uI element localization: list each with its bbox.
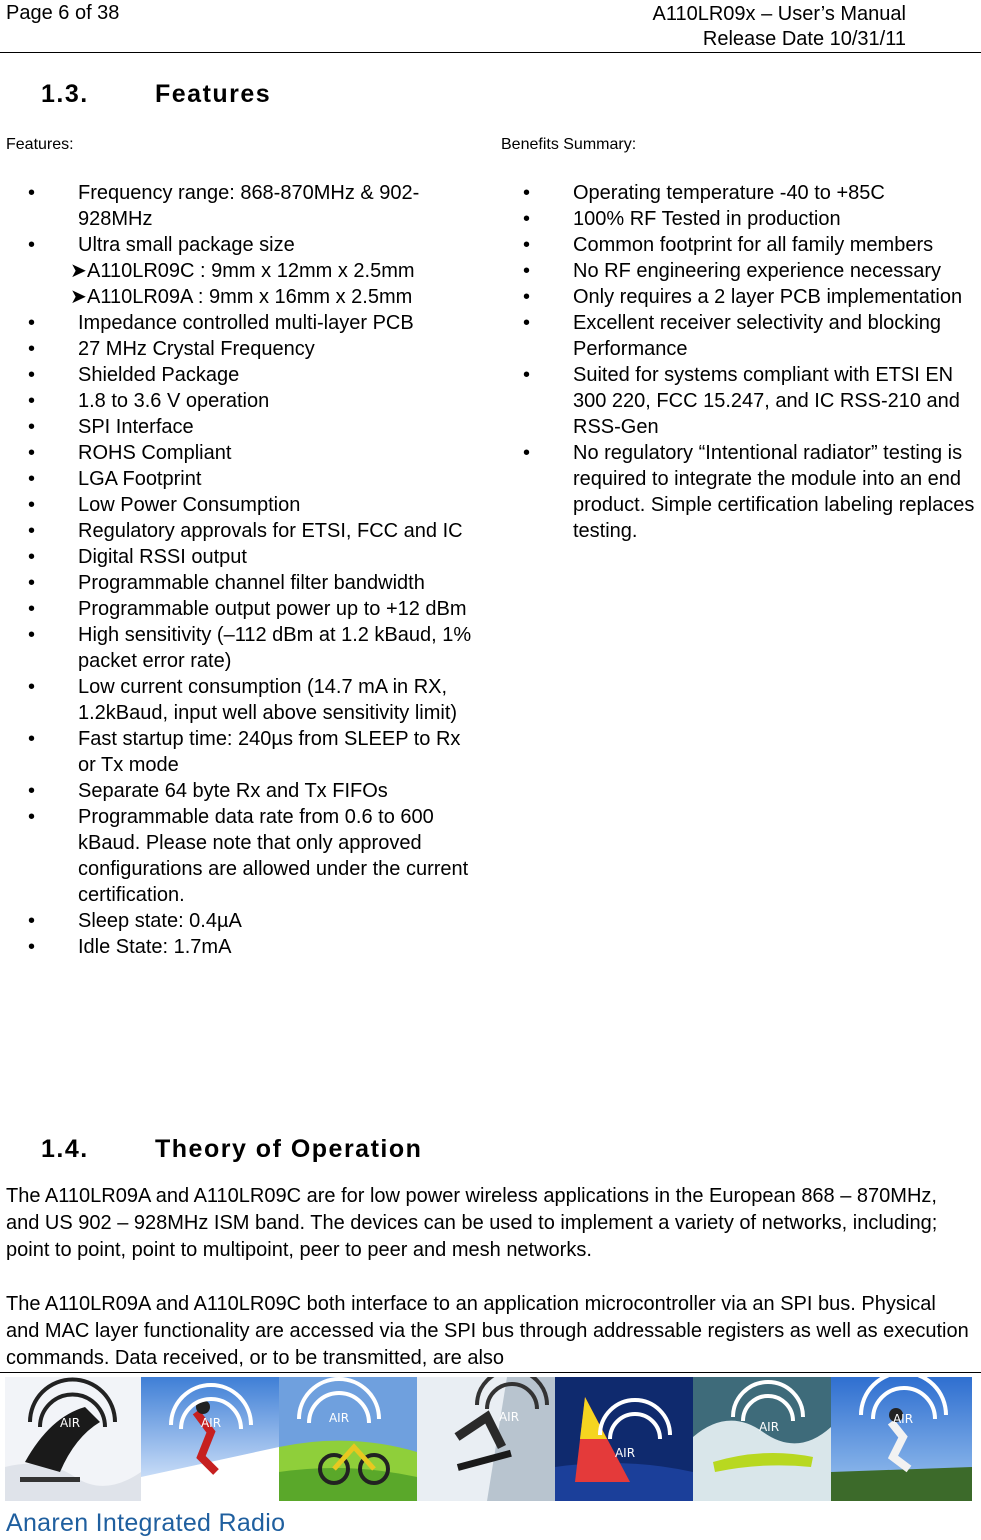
arrow-bullet-icon: ➤: [70, 260, 87, 282]
header-divider: [0, 52, 981, 53]
section-number: 1.4.: [41, 1135, 89, 1163]
benefits-heading: Benefits Summary:: [501, 136, 637, 153]
list-item: • 1.8 to 3.6 V operation: [6, 388, 478, 414]
air-logo-text: AIR: [200, 1416, 222, 1430]
theory-paragraph-2: The A110LR09A and A110LR09C both interface to an application microcontroller via an SPI bus. Physical and MAC layer functionality are accessed via the SPI bus through addressable registers as well as execution commands. Data received, or to be transmitted, are also: [6, 1293, 969, 1369]
list-item: • Separate 64 byte Rx and Tx FIFOs: [6, 778, 478, 804]
list-item: • Programmable channel filter bandwidth: [6, 570, 478, 596]
section-heading-features: [41, 80, 271, 109]
list-item: • Impedance controlled multi-layer PCB: [6, 310, 478, 336]
list-subitem: ➤A110LR09A : 9mm x 16mm x 2.5mm: [70, 286, 413, 308]
list-item: • Low current consumption (14.7 mA in RX, 1.2kBaud, input well above sensitivity limit): [6, 674, 478, 726]
list-item: • High sensitivity (–112 dBm at 1.2 kBaud, 1% packet error rate): [6, 622, 478, 674]
banner-image-windsurfer: [555, 1377, 693, 1501]
page-number: Page 6 of 38: [6, 2, 120, 24]
list-item: • 27 MHz Crystal Frequency: [6, 336, 478, 362]
list-item: • Operating temperature -40 to +85C: [501, 180, 977, 206]
air-logo-text: AIR: [892, 1412, 914, 1426]
list-item: • Suited for systems compliant with ETSI EN 300 220, FCC 15.247, and IC RSS-210 and RSS-Gen: [501, 362, 977, 440]
list-item: • ROHS Compliant: [6, 440, 478, 466]
list-item: • Idle State: 1.7mA: [6, 934, 478, 960]
theory-paragraph-1: The A110LR09A and A110LR09C are for low power wireless applications in the European 868 – 870MHz, and US 902 – 928MHz ISM band. The devices can be used to implement a variety of networks, including; point to point, point to multipoint, peer to peer and mesh networks.: [6, 1185, 938, 1261]
banner-image-kayaker: [693, 1377, 831, 1501]
document-title: A110LR09x – User’s Manual: [652, 3, 906, 25]
banner-image-skateboarder: [5, 1377, 141, 1501]
list-item: • Excellent receiver selectivity and blocking Performance: [501, 310, 977, 362]
air-logo-text: AIR: [758, 1420, 780, 1434]
air-logo-text: AIR: [328, 1411, 350, 1425]
list-item: • Shielded Package: [6, 362, 478, 388]
list-item: • Common footprint for all family members: [501, 232, 977, 258]
banner-image-snowboarder: [417, 1377, 555, 1501]
list-item: • Sleep state: 0.4µA: [6, 908, 478, 934]
list-item: • Programmable output power up to +12 dBm: [6, 596, 478, 622]
list-subitem: ➤A110LR09C : 9mm x 12mm x 2.5mm: [70, 260, 415, 282]
features-heading: Features:: [6, 136, 74, 153]
features-list: [6, 180, 478, 960]
air-logo-text: AIR: [59, 1416, 81, 1430]
list-item: • Frequency range: 868-870MHz & 902-928MHz: [6, 180, 478, 232]
list-item: • 100% RF Tested in production: [501, 206, 977, 232]
brand-name: Anaren Integrated Radio: [6, 1509, 286, 1537]
list-item: • Fast startup time: 240µs from SLEEP to Rx or Tx mode: [6, 726, 478, 778]
air-logo-text: AIR: [614, 1446, 636, 1460]
list-item: • Only requires a 2 layer PCB implementation: [501, 284, 977, 310]
list-item: • LGA Footprint: [6, 466, 478, 492]
section-heading-theory: [41, 1135, 422, 1164]
air-logo-text: AIR: [498, 1410, 520, 1424]
list-item: • No RF engineering experience necessary: [501, 258, 977, 284]
banner-image-rollerblader: [831, 1377, 972, 1501]
list-item: • No regulatory “Intentional radiator” testing is required to integrate the module into an end product. Simple certification labeling replaces testing.: [501, 440, 977, 544]
arrow-bullet-icon: ➤: [70, 286, 87, 308]
banner-image-skier: [141, 1377, 279, 1501]
banner-image-cyclist: [279, 1377, 417, 1501]
benefits-list: [501, 180, 977, 544]
section-number: 1.3.: [41, 80, 89, 108]
section-title: Theory of Operation: [155, 1135, 423, 1163]
list-item: • SPI Interface: [6, 414, 478, 440]
list-item: • Regulatory approvals for ETSI, FCC and IC: [6, 518, 478, 544]
footer-divider: [0, 1372, 981, 1373]
list-item: • Low Power Consumption: [6, 492, 478, 518]
list-item: • Digital RSSI output: [6, 544, 478, 570]
footer-banner: [5, 1377, 972, 1501]
document-header: [653, 2, 906, 52]
list-item: • Ultra small package size: [6, 232, 478, 258]
section-title: Features: [155, 80, 272, 108]
release-date: Release Date 10/31/11: [702, 28, 906, 50]
list-item: • Programmable data rate from 0.6 to 600 kBaud. Please note that only approved configurations are allowed under the current certification.: [6, 804, 478, 908]
